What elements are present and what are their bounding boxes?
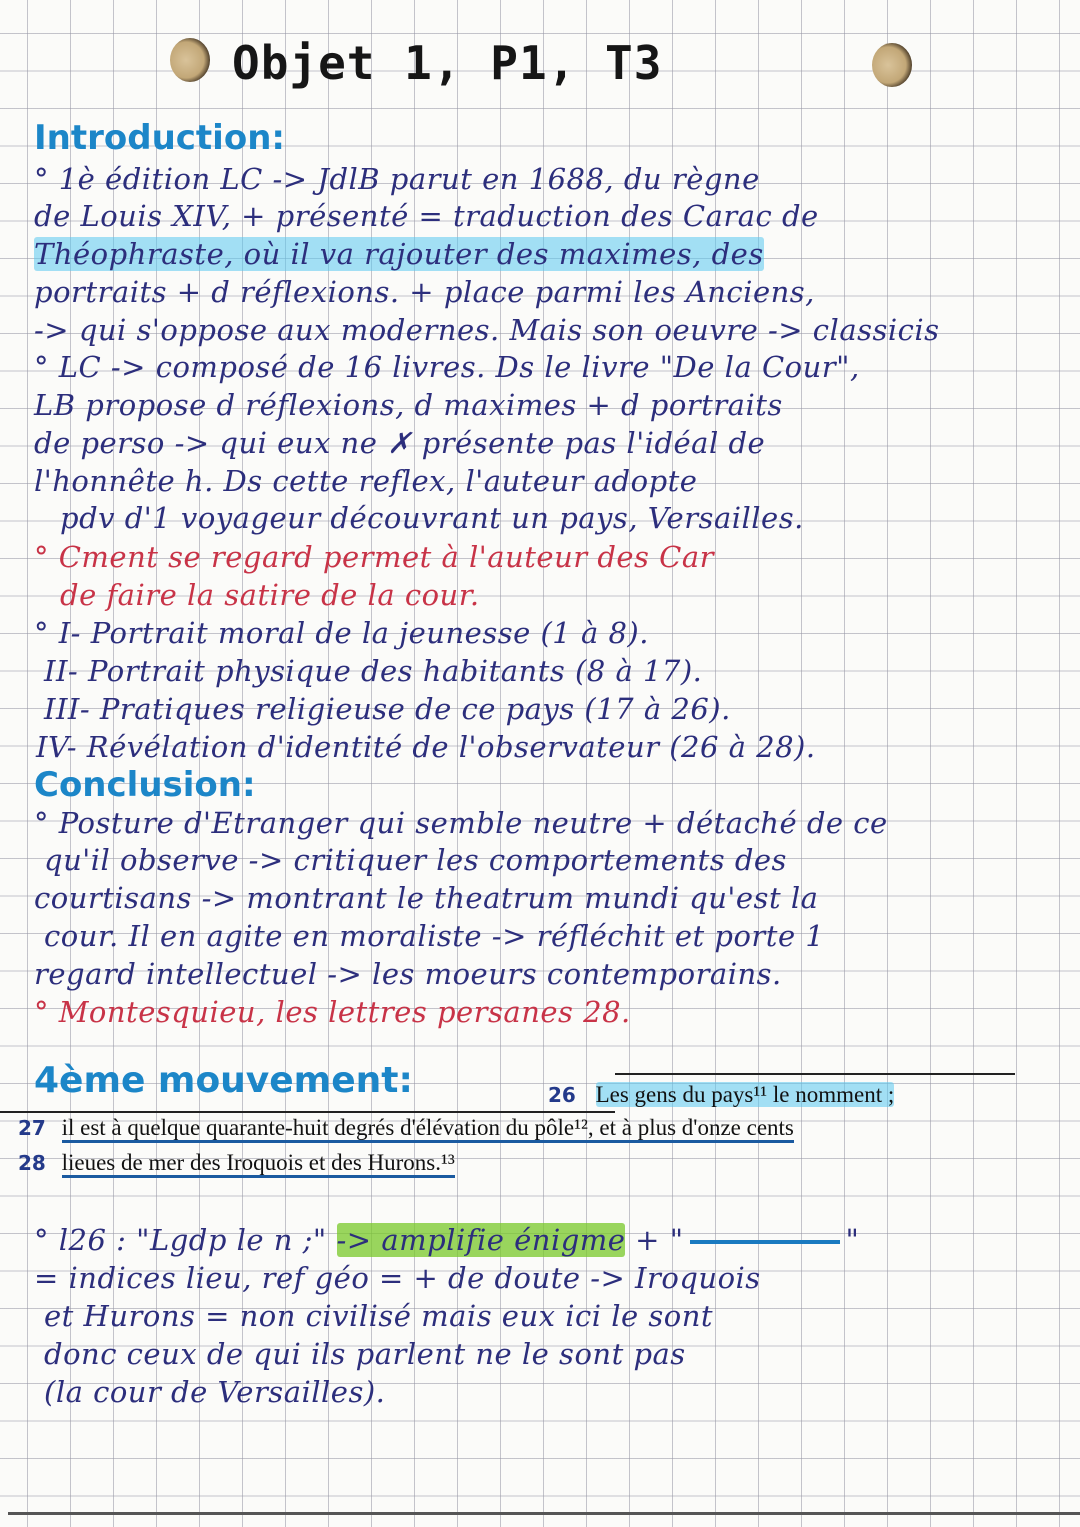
intro-line: -> qui s'oppose aux modernes. Mais son oeuvre -> classicis [34, 313, 940, 347]
conclusion-line: regard intellectuel -> les moeurs contemporains. [34, 957, 782, 991]
plan-item [34, 616, 649, 650]
analysis-line: = indices lieu, ref géo = + de doute -> Iroquois [34, 1261, 761, 1295]
analysis-end: " [845, 1223, 860, 1257]
binder-hole-right [872, 43, 912, 87]
intro-line: l'honnête h. Ds cette reflex, l'auteur adopte [34, 464, 698, 498]
plan-label: Révélation d'identité de l'observateur [86, 730, 660, 764]
intro-line [34, 237, 764, 271]
problematic-line: ° Cment se regard permet à l'auteur des Car [34, 540, 714, 574]
line-number: 28 [18, 1151, 46, 1175]
problematic-line: de faire la satire de la cour. [60, 578, 480, 612]
analysis-suffix: + " [635, 1223, 684, 1257]
quote-line-27 [18, 1115, 794, 1141]
plan-num: ° I- [34, 616, 81, 650]
introduction-heading: Introduction: [34, 118, 285, 158]
highlight: Théophraste, où il va rajouter des maximes, des [34, 237, 764, 271]
conclusion-line: ° Posture d'Etranger qui semble neutre + détaché de ce [34, 806, 888, 840]
quote-mid-rule [0, 1111, 615, 1113]
movement-heading: 4ème mouvement: [34, 1060, 413, 1101]
intro-line: portraits + d réflexions. + place parmi les Anciens, [34, 275, 815, 309]
plan-range: (17 à 26). [584, 692, 731, 726]
quote-text: lieues de mer des Iroquois et des Hurons.¹³ [62, 1150, 455, 1178]
plan-item [36, 730, 816, 764]
plan-label: Pratiques religieuse de ce pays [99, 692, 575, 726]
blank-underline [690, 1240, 840, 1244]
conclusion-line: qu'il observe -> critiquer les comportements des [44, 843, 787, 877]
quote-line-28 [18, 1150, 455, 1176]
plan-label: Portrait moral de la jeunesse [90, 616, 531, 650]
quote-line-26 [548, 1082, 894, 1108]
plan-range: (1 à 8). [540, 616, 649, 650]
conclusion-line: cour. Il en agite en moraliste -> réfléchit et porte 1 [44, 919, 825, 953]
plan-range: (8 à 17). [574, 654, 703, 688]
analysis-line: (la cour de Versailles). [44, 1375, 386, 1409]
intro-line: de perso -> qui eux ne ✗ présente pas l'idéal de [34, 426, 766, 460]
intro-line: ° 1è édition LC -> JdlB parut en 1688, du règne [34, 162, 760, 196]
analysis-highlight: -> amplifie énigme [336, 1223, 626, 1257]
analysis-line [34, 1223, 859, 1257]
intro-line: pdv d'1 voyageur découvrant un pays, Versailles. [60, 501, 804, 535]
conclusion-line: courtisans -> montrant le theatrum mundi qu'est la [34, 881, 819, 915]
line-number: 27 [18, 1116, 46, 1140]
quote-text: il est à quelque quarante-huit degrés d'élévation du pôle¹², et à plus d'onze cents [62, 1115, 794, 1143]
plan-range: (26 à 28). [669, 730, 816, 764]
page-bottom-edge [8, 1512, 1080, 1515]
plan-item [44, 692, 731, 726]
analysis-line: donc ceux de qui ils parlent ne le sont pas [44, 1337, 686, 1371]
conclusion-reference: ° Montesquieu, les lettres persanes 28. [34, 995, 631, 1029]
plan-num: IV- [36, 730, 78, 764]
quote-top-rule [615, 1073, 1015, 1075]
intro-line: LB propose d réflexions, d maximes + d portraits [34, 388, 783, 422]
analysis-line: et Hurons = non civilisé mais eux ici le sont [44, 1299, 714, 1333]
binder-hole-left [170, 38, 210, 82]
intro-line: ° LC -> composé de 16 livres. Ds le livre "De la Cour", [34, 350, 860, 384]
plan-label: Portrait physique des habitants [87, 654, 566, 688]
line-number: 26 [548, 1083, 576, 1107]
conclusion-heading: Conclusion: [34, 765, 256, 805]
plan-num: III- [44, 692, 91, 726]
page-title: Objet 1, P1, T3 [232, 36, 663, 90]
plan-num: II- [44, 654, 79, 688]
analysis-ref: ° l26 : "Lgdp le n ;" [34, 1223, 327, 1257]
intro-line: de Louis XIV, + présenté = traduction des Carac de [34, 199, 819, 233]
plan-item [44, 654, 702, 688]
quote-text: Les gens du pays¹¹ le nomment ; [595, 1082, 895, 1107]
